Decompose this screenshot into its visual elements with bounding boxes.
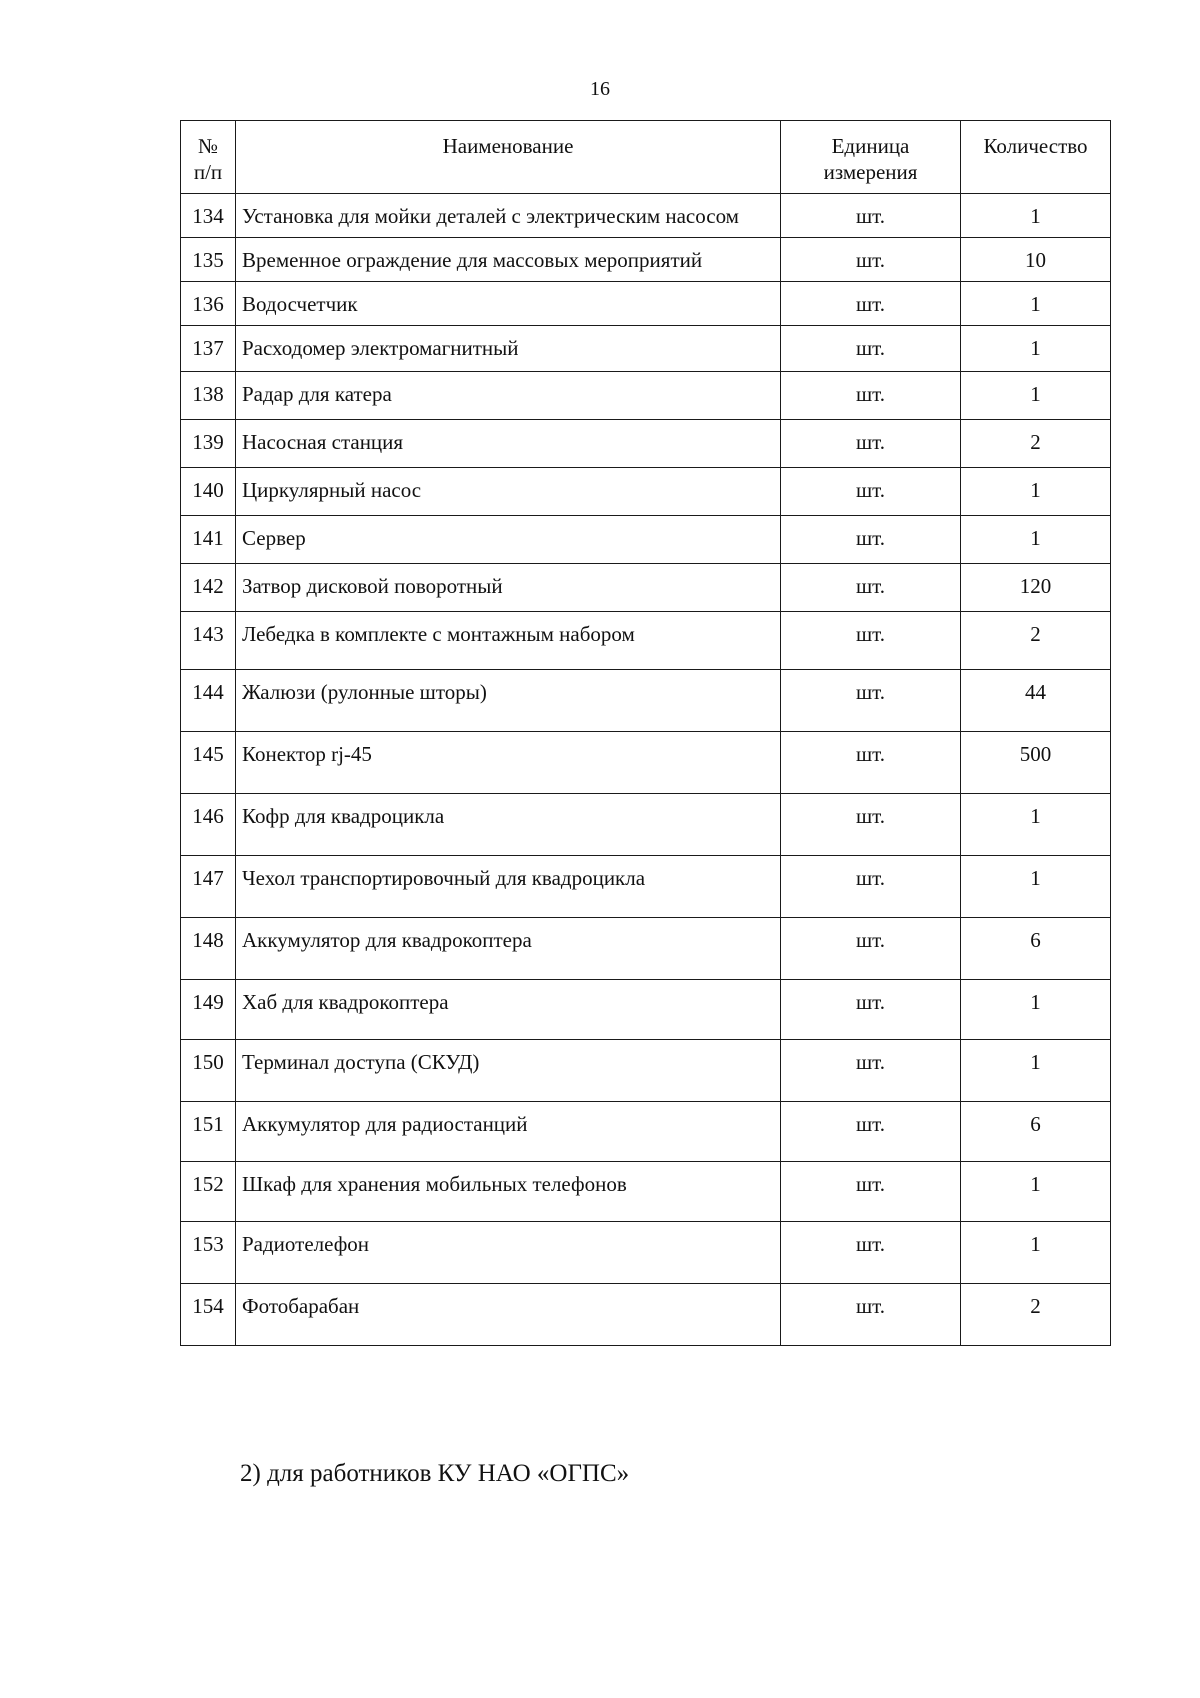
item-quantity: 1 <box>961 794 1111 856</box>
item-quantity: 1 <box>961 1162 1111 1222</box>
table-row <box>181 1222 1111 1284</box>
item-unit: шт. <box>781 282 961 326</box>
item-quantity: 1 <box>961 372 1111 420</box>
row-number: 137 <box>181 326 236 372</box>
item-unit: шт. <box>781 564 961 612</box>
row-number: 152 <box>181 1162 236 1222</box>
row-number: 151 <box>181 1102 236 1162</box>
item-quantity: 1 <box>961 326 1111 372</box>
row-number: 134 <box>181 194 236 238</box>
item-name: Шкаф для хранения мобильных телефонов <box>236 1162 781 1222</box>
item-unit: шт. <box>781 1040 961 1102</box>
item-unit: шт. <box>781 670 961 732</box>
table-row <box>181 794 1111 856</box>
table-row <box>181 564 1111 612</box>
item-quantity: 6 <box>961 918 1111 980</box>
item-name: Затвор дисковой поворотный <box>236 564 781 612</box>
item-quantity: 1 <box>961 1222 1111 1284</box>
item-quantity: 1 <box>961 194 1111 238</box>
row-number: 147 <box>181 856 236 918</box>
item-name: Расходомер электромагнитный <box>236 326 781 372</box>
item-name: Жалюзи (рулонные шторы) <box>236 670 781 732</box>
row-number: 144 <box>181 670 236 732</box>
item-unit: шт. <box>781 326 961 372</box>
item-name: Аккумулятор для радиостанций <box>236 1102 781 1162</box>
item-name: Чехол транспортировочный для квадроцикла <box>236 856 781 918</box>
item-quantity: 1 <box>961 516 1111 564</box>
item-quantity: 500 <box>961 732 1111 794</box>
item-name: Циркулярный насос <box>236 468 781 516</box>
table-row <box>181 980 1111 1040</box>
item-name: Радиотелефон <box>236 1222 781 1284</box>
row-number: 149 <box>181 980 236 1040</box>
item-unit: шт. <box>781 1284 961 1346</box>
item-name: Конектор rj-45 <box>236 732 781 794</box>
table-row <box>181 856 1111 918</box>
item-unit: шт. <box>781 1222 961 1284</box>
item-name: Временное ограждение для массовых мероприятий <box>236 238 781 282</box>
item-unit: шт. <box>781 516 961 564</box>
item-name: Лебедка в комплекте с монтажным набором <box>236 612 781 670</box>
item-quantity: 10 <box>961 238 1111 282</box>
item-unit: шт. <box>781 980 961 1040</box>
table-row <box>181 1102 1111 1162</box>
row-number: 146 <box>181 794 236 856</box>
header-qty: Количество <box>961 121 1111 194</box>
page-number: 16 <box>590 78 610 100</box>
item-unit: шт. <box>781 194 961 238</box>
item-quantity: 1 <box>961 980 1111 1040</box>
item-quantity: 1 <box>961 282 1111 326</box>
item-unit: шт. <box>781 1162 961 1222</box>
table-row <box>181 1040 1111 1102</box>
table-body <box>181 194 1111 1346</box>
row-number: 142 <box>181 564 236 612</box>
row-number: 145 <box>181 732 236 794</box>
table-row <box>181 372 1111 420</box>
item-unit: шт. <box>781 794 961 856</box>
item-unit: шт. <box>781 468 961 516</box>
item-quantity: 6 <box>961 1102 1111 1162</box>
table-row <box>181 516 1111 564</box>
table-row <box>181 1284 1111 1346</box>
row-number: 141 <box>181 516 236 564</box>
table-row <box>181 326 1111 372</box>
row-number: 138 <box>181 372 236 420</box>
item-name: Кофр для квадроцикла <box>236 794 781 856</box>
table-row <box>181 420 1111 468</box>
item-name: Терминал доступа (СКУД) <box>236 1040 781 1102</box>
item-name: Насосная станция <box>236 420 781 468</box>
table-row <box>181 238 1111 282</box>
item-unit: шт. <box>781 420 961 468</box>
item-quantity: 2 <box>961 612 1111 670</box>
row-number: 140 <box>181 468 236 516</box>
item-quantity: 1 <box>961 468 1111 516</box>
row-number: 153 <box>181 1222 236 1284</box>
item-name: Аккумулятор для квадрокоптера <box>236 918 781 980</box>
row-number: 148 <box>181 918 236 980</box>
item-unit: шт. <box>781 918 961 980</box>
item-unit: шт. <box>781 732 961 794</box>
table-row <box>181 612 1111 670</box>
item-unit: шт. <box>781 856 961 918</box>
table-row <box>181 670 1111 732</box>
row-number: 135 <box>181 238 236 282</box>
header-num: № п/п <box>181 121 236 194</box>
item-unit: шт. <box>781 1102 961 1162</box>
item-quantity: 44 <box>961 670 1111 732</box>
table-row <box>181 1162 1111 1222</box>
item-quantity: 2 <box>961 420 1111 468</box>
item-name: Водосчетчик <box>236 282 781 326</box>
item-quantity: 2 <box>961 1284 1111 1346</box>
item-unit: шт. <box>781 372 961 420</box>
item-unit: шт. <box>781 612 961 670</box>
item-unit: шт. <box>781 238 961 282</box>
item-name: Радар для катера <box>236 372 781 420</box>
header-name: Наименование <box>236 121 781 194</box>
header-unit: Единица измерения <box>781 121 961 194</box>
row-number: 136 <box>181 282 236 326</box>
row-number: 139 <box>181 420 236 468</box>
table-row <box>181 282 1111 326</box>
item-name: Фотобарабан <box>236 1284 781 1346</box>
table-row <box>181 468 1111 516</box>
row-number: 154 <box>181 1284 236 1346</box>
table-row <box>181 732 1111 794</box>
item-quantity: 120 <box>961 564 1111 612</box>
item-name: Сервер <box>236 516 781 564</box>
equipment-table <box>180 120 1111 1346</box>
item-quantity: 1 <box>961 856 1111 918</box>
row-number: 150 <box>181 1040 236 1102</box>
table-row <box>181 194 1111 238</box>
item-name: Хаб для квадрокоптера <box>236 980 781 1040</box>
section-heading: 2) для работников КУ НАО «ОГПС» <box>240 1460 630 1487</box>
table-row <box>181 918 1111 980</box>
table-header-row <box>181 121 1111 194</box>
row-number: 143 <box>181 612 236 670</box>
item-quantity: 1 <box>961 1040 1111 1102</box>
item-name: Установка для мойки деталей с электрическим насосом <box>236 194 781 238</box>
